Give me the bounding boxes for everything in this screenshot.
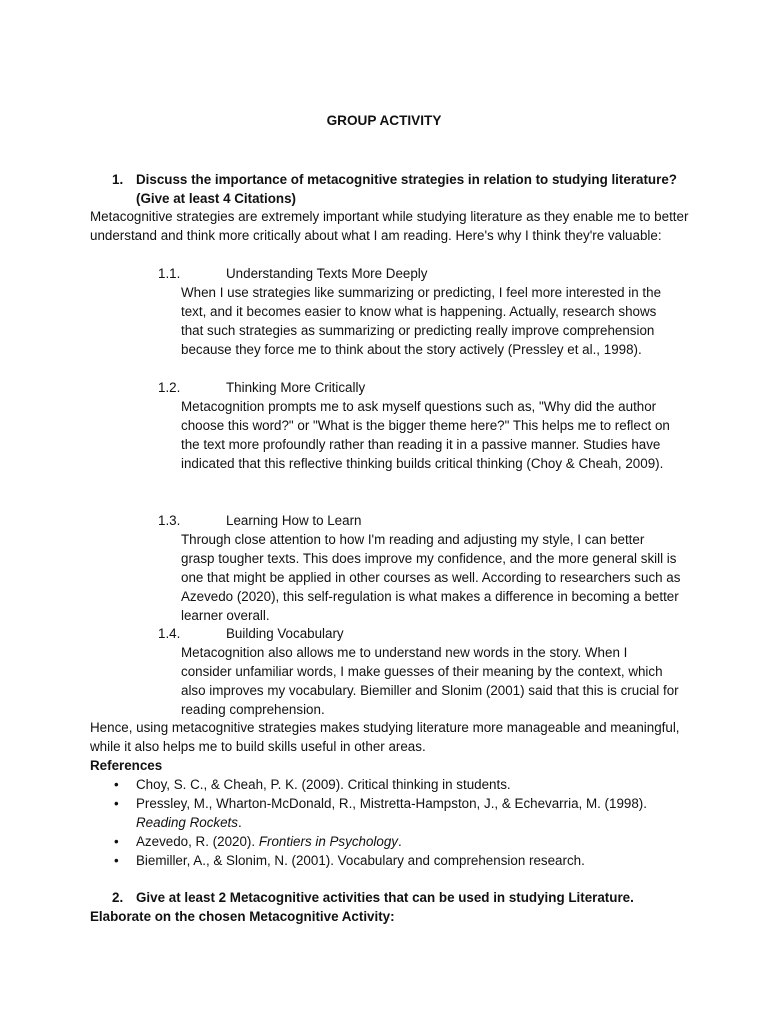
reference-source: Frontiers in Psychology	[258, 834, 398, 849]
question-2-number: 2.	[112, 890, 124, 905]
question-2	[112, 888, 672, 907]
subsection-body: Through close attention to how I'm reading and adjusting my style, I can better grasp tougher texts. This does improve my confidence, and the more general skill is one that might be applied in other courses as well. According to researchers such as Azevedo (2020), this self-regulation is what makes a difference in becoming a better learner overall.	[181, 532, 681, 623]
subsection-1-2	[158, 378, 688, 473]
bullet-icon: •	[114, 777, 119, 792]
bullet-icon: •	[114, 853, 119, 868]
subsection-number: 1.3.	[158, 513, 181, 528]
subsection-heading: Thinking More Critically	[226, 380, 366, 395]
subsection-1-3	[158, 511, 688, 625]
subsection-body: Metacognition prompts me to ask myself questions such as, "Why did the author choose this word?" or "What is the bigger theme here?" This helps me to reflect on the text more profoundly rather than reading it in a passive manner. Studies have indicated that this reflective thinking builds critical thinking (Choy & Cheah, 2009).	[181, 399, 670, 471]
subsection-number: 1.2.	[158, 380, 181, 395]
question-1-number: 1.	[112, 172, 124, 187]
page-title: GROUP ACTIVITY	[326, 113, 442, 128]
reference-item: • Azevedo, R. (2020). Frontiers in Psychology.	[114, 834, 402, 849]
intro-paragraph: Metacognitive strategies are extremely important while studying literature as they enable me to better understand and think more critically about what I am reading. Here's why I think they're valuable:	[90, 209, 689, 243]
bullet-icon: •	[114, 834, 119, 849]
subsection-number: 1.4.	[158, 626, 181, 641]
subsection-1-1	[158, 264, 688, 359]
question-2-text: Give at least 2 Metacognitive activities that can be used in studying Literature.	[136, 890, 634, 905]
question-2-continuation: Elaborate on the chosen Metacognitive Activity:	[90, 909, 395, 924]
reference-item: • Choy, S. C., & Cheah, P. K. (2009). Critical thinking in students.	[114, 777, 511, 792]
subsection-number: 1.1.	[158, 266, 181, 281]
references-list	[112, 775, 672, 870]
question-1-text: Discuss the importance of metacognitive strategies in relation to studying literature? (Give at least 4 Citations)	[136, 172, 677, 206]
subsection-heading: Building Vocabulary	[226, 626, 344, 641]
subsection-body: When I use strategies like summarizing or predicting, I feel more interested in the text, and it becomes easier to know what is happening. Actually, research shows that such strategies as summarizing or predicting really improve comprehension because they force me to think about the story actively (Pressley et al., 1998).	[181, 285, 662, 357]
subsection-heading: Learning How to Learn	[226, 513, 362, 528]
question-1	[112, 170, 682, 208]
subsection-1-4	[158, 624, 688, 719]
subsection-body: Metacognition also allows me to understand new words in the story. When I consider unfamiliar words, I make guesses of their meaning by the context, which also improves my vocabulary. Biemiller and Slonim (2001) said that this is crucial for reading comprehension.	[181, 645, 679, 717]
conclusion-paragraph: Hence, using metacognitive strategies makes studying literature more manageable and meaningful, while it also helps me to build skills useful in other areas.	[90, 720, 680, 754]
subsection-heading: Understanding Texts More Deeply	[226, 266, 428, 281]
bullet-icon: •	[114, 796, 119, 811]
references-heading: References	[90, 758, 163, 773]
reference-item: • Pressley, M., Wharton-McDonald, R., Mistretta-Hampston, J., & Echevarria, M. (1998). Reading Rockets.	[114, 796, 647, 830]
reference-item: • Biemiller, A., & Slonim, N. (2001). Vocabulary and comprehension research.	[114, 853, 585, 868]
reference-source: Reading Rockets	[136, 815, 238, 830]
